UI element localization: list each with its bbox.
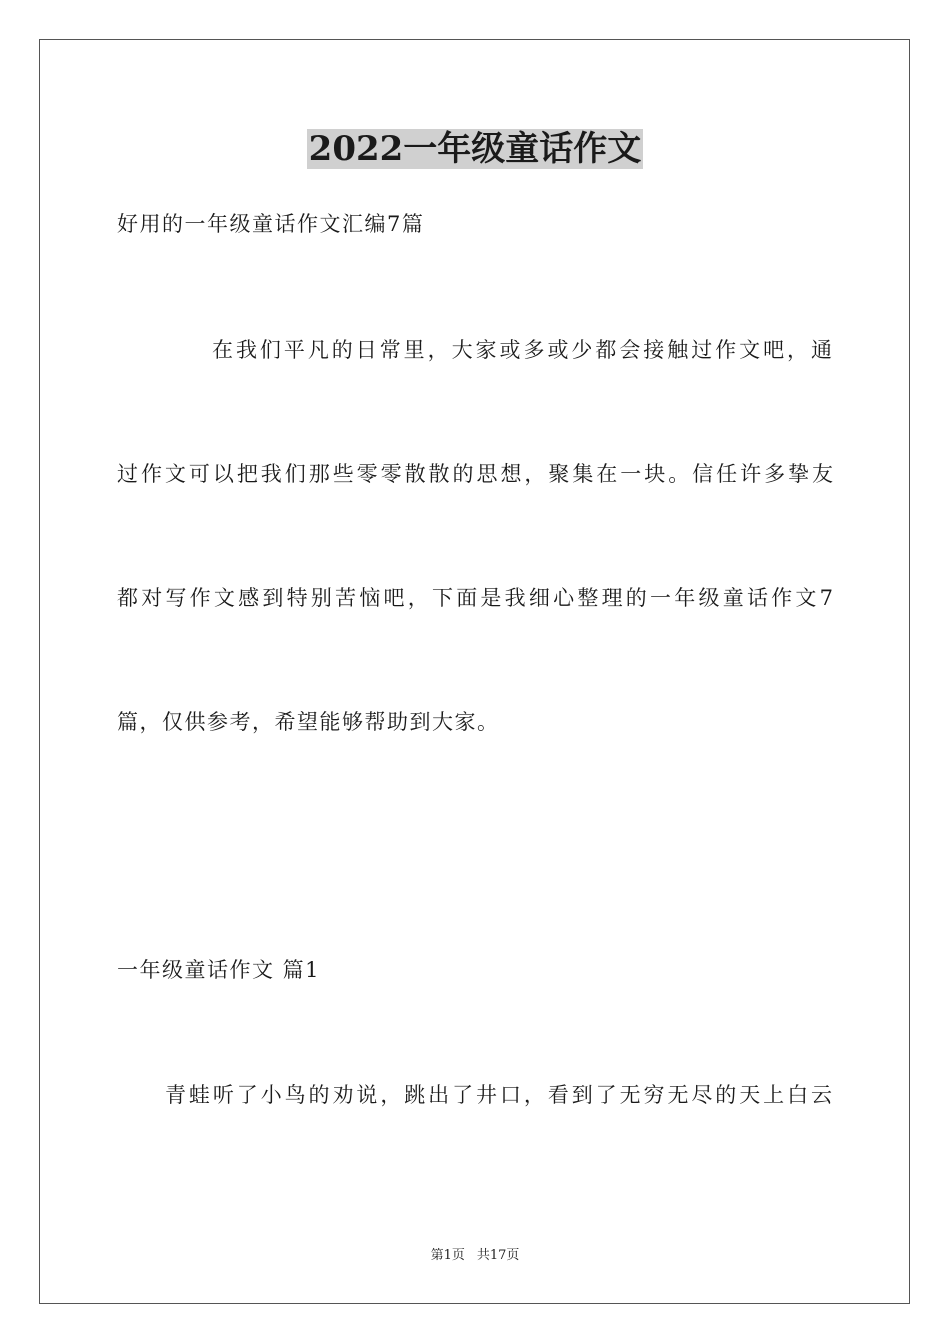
page-footer: [0, 1247, 950, 1265]
intro-line-3: 都对写作文感到特别苦恼吧，下面是我细心整理的一年级童话作文7: [117, 586, 833, 610]
intro-line-2: 过作文可以把我们那些零零散散的思想，聚集在一块。信任许多挚友: [117, 462, 833, 486]
document-title: [0, 126, 950, 172]
document-subtitle: 好用的一年级童话作文汇编7篇: [117, 212, 425, 236]
section-heading: 一年级童话作文 篇1: [117, 958, 321, 982]
page-total: 共17页: [476, 1248, 520, 1263]
title-text: 2022一年级童话作文: [308, 129, 642, 169]
intro-line-1: 在我们平凡的日常里，大家或多或少都会接触过作文吧，通: [212, 338, 832, 362]
page-number: 第1页: [430, 1248, 465, 1263]
body-line-1: 青蛙听了小鸟的劝说，跳出了井口，看到了无穷无尽的天上白云: [165, 1083, 832, 1107]
intro-line-4: 篇，仅供参考，希望能够帮助到大家。: [117, 710, 500, 734]
